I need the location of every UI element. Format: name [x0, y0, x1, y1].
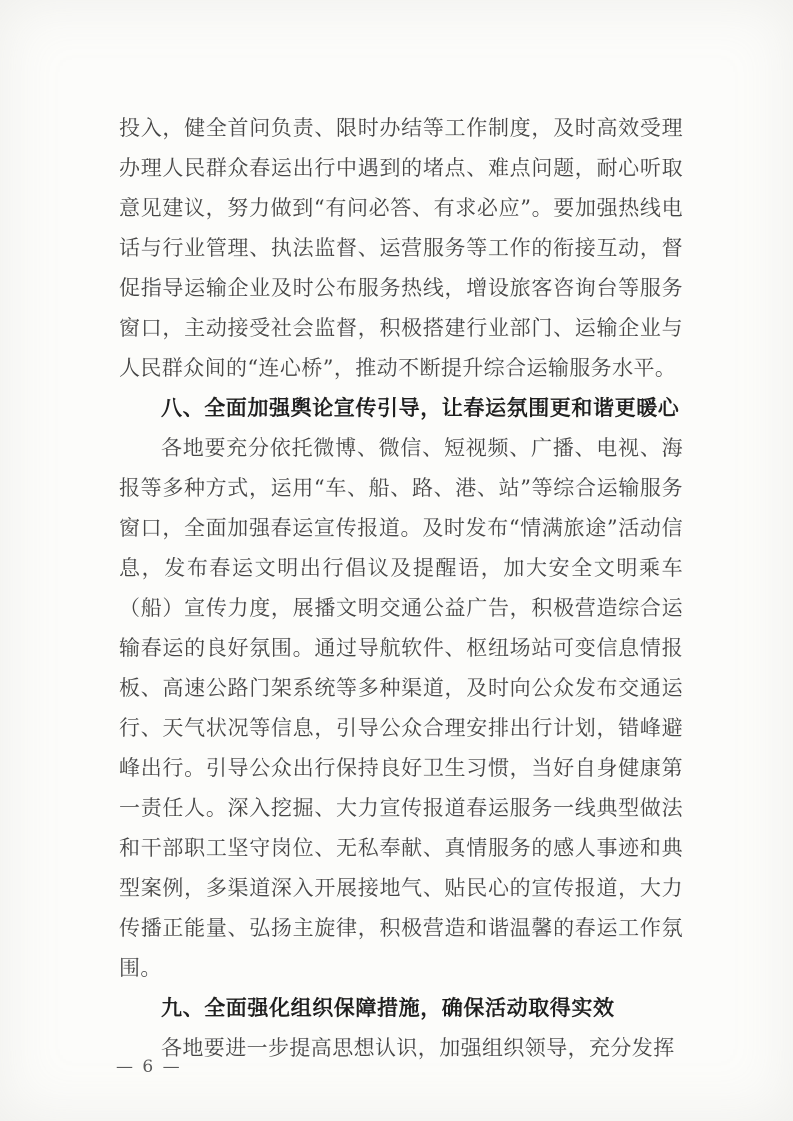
document-body: [119, 108, 683, 1068]
page-number: — 6 —: [116, 1057, 182, 1077]
body-paragraph-continuation: 投入，健全首问负责、限时办结等工作制度，及时高效受理办理人民群众春运出行中遇到的堵点、难点问题，耐心听取意见建议，努力做到“有问必答、有求必应”。要加强热线电话与行业管理、执法监督、运营服务等工作的衔接互动，督促指导运输企业及时公布服务热线，增设旅客咨询台等服务窗口，主动接受社会监督，积极搭建行业部门、运输企业与人民群众间的“连心桥”，推动不断提升综合运输服务水平。: [119, 116, 683, 380]
body-paragraph: 各地要充分依托微博、微信、短视频、广播、电视、海报等多种方式，运用“车、船、路、港、站”等综合运输服务窗口，全面加强春运宣传报道。及时发布“情满旅途”活动信息，发布春运文明出行倡议及提醒语，加大安全文明乘车（船）宣传力度，展播文明交通公益广告，积极营造综合运输春运的良好氛围。通过导航软件、枢纽场站可变信息情报板、高速公路门架系统等多种渠道，及时向公众发布交通运行、天气状况等信息，引导公众合理安排出行计划，错峰避峰出行。引导公众出行保持良好卫生习惯，当好自身健康第一责任人。深入挖掘、大力宣传报道春运服务一线典型做法和干部职工坚守岗位、无私奉献、真情服务的感人事迹和典型案例，多渠道深入开展接地气、贴民心的宣传报道，大力传播正能量、弘扬主旋律，积极营造和谐温馨的春运工作氛围。: [119, 436, 683, 980]
section-heading-9: 九、全面强化组织保障措施，确保活动取得实效: [161, 996, 615, 1020]
section-heading-8: 八、全面加强舆论宣传引导，让春运氛围更和谐更暖心: [161, 396, 680, 420]
body-paragraph: 各地要进一步提高思想认识，加强组织领导，充分发挥: [161, 1036, 675, 1060]
